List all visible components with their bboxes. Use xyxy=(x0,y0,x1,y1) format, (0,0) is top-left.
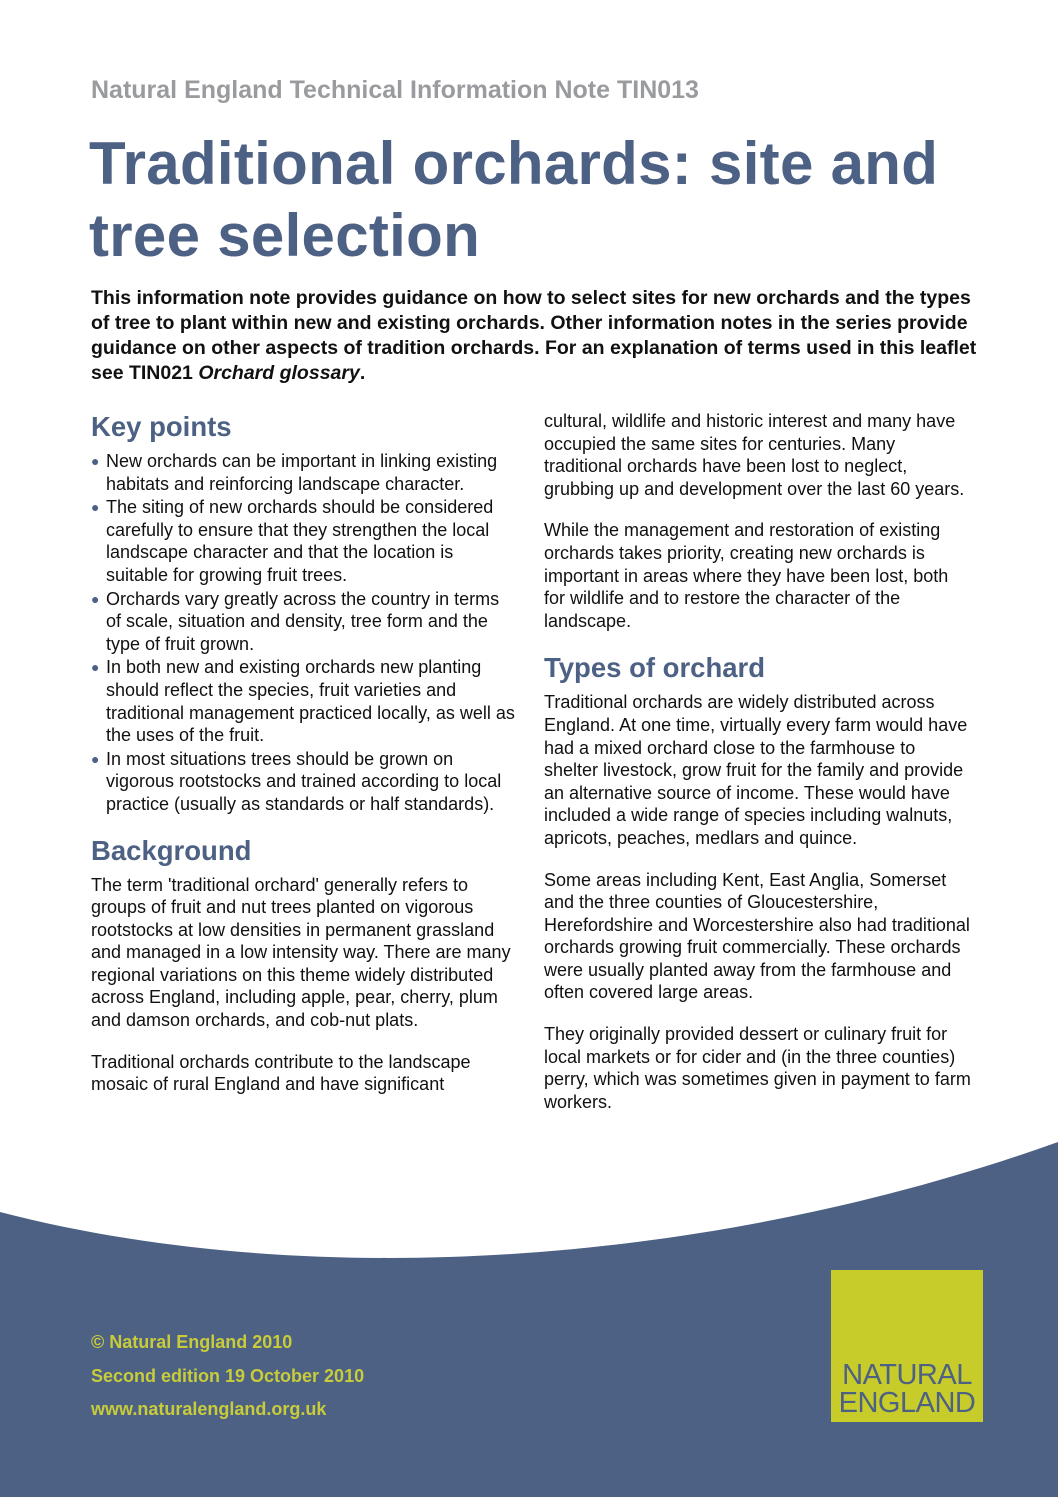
right-column xyxy=(544,410,974,1132)
types-paragraph-1: Traditional orchards are widely distributed across England. At one time, virtually every farm would have had a mixed orchard close to the farmhouse to shelter livestock, grow fruit for the family and provide an alternative source of income. These would have included a wide range of species including walnuts, apricots, peaches, medlars and quince. xyxy=(544,692,968,848)
logo-line-2: ENGLAND xyxy=(838,1387,976,1419)
edition-date: Second edition 19 October 2010 xyxy=(91,1365,365,1386)
list-item: ● Orchards vary greatly across the country in terms of scale, situation and density, tree form and the type of fruit grown. xyxy=(91,588,500,654)
list-item: ● New orchards can be important in linking existing habitats and reinforcing landscape character. xyxy=(91,451,498,494)
bullet-icon: ● xyxy=(91,499,100,516)
bullet-icon: ● xyxy=(91,590,100,607)
intro-summary: This information note provides guidance on how to select sites for new orchards and the types of tree to plant within new and existing orchards. Other information notes in the series provide guidance on other aspects of tradition orchards. For an explanation of terms used in this leaflet see TIN021 Orchard glossary. xyxy=(91,287,977,384)
background-paragraph-2-continued: cultural, wildlife and historic interest and many have occupied the same sites for centuries. Many traditional orchards have been lost to neglect, grubbing up and development over the last 60 years. xyxy=(544,411,965,499)
bullet-icon: ● xyxy=(91,659,100,676)
bullet-icon: ● xyxy=(91,750,100,767)
list-item: ● The siting of new orchards should be considered carefully to ensure that they strengthen the local landscape character and that the location is suitable for growing fruit trees. xyxy=(91,497,494,585)
list-item: ● In most situations trees should be grown on vigorous rootstocks and trained according to local practice (usually as standards or half standards). xyxy=(91,748,502,814)
background-paragraph-1: The term 'traditional orchard' generally refers to groups of fruit and nut trees planted on vigorous rootstocks at low densities in permanent grassland and managed in a low intensity way. There are many regional variations on this theme widely distributed across England, including apple, pear, cherry, plum and damson orchards, and cob-nut plats. xyxy=(91,874,511,1031)
types-heading: Types of orchard xyxy=(544,652,766,684)
key-points-heading: Key points xyxy=(91,411,232,442)
logo-line-1: NATURAL xyxy=(842,1359,972,1391)
types-paragraph-2: Some areas including Kent, East Anglia, Somerset and the three counties of Gloucestershire, Herefordshire and Worcestershire also had traditional orchards growing fruit commercially. These orchards were usually planted away from the farmhouse and often covered large areas. xyxy=(544,869,970,1003)
copyright: © Natural England 2010 xyxy=(91,1332,293,1352)
natural-england-logo xyxy=(831,1270,983,1422)
types-paragraph-3: They originally provided dessert or culinary fruit for local markets or for cider and (in the three counties) perry, which was sometimes given in payment to farm workers. xyxy=(544,1024,971,1112)
page-title: Traditional orchards: site and tree selection xyxy=(89,130,939,269)
background-paragraph-3: While the management and restoration of existing orchards takes priority, creating new orchards is important in areas where they have been lost, both for wildlife and to restore the character of the landscape. xyxy=(544,520,949,631)
series-label: Natural England Technical Information Note TIN013 xyxy=(91,76,699,104)
key-points-list xyxy=(91,450,517,816)
glossary-title: Orchard glossary xyxy=(198,362,360,384)
background-heading: Background xyxy=(91,834,252,866)
footer-info xyxy=(91,1326,364,1427)
background-paragraph-2: Traditional orchards contribute to the landscape mosaic of rural England and have significant xyxy=(91,1051,471,1095)
website-link[interactable]: www.naturalengland.org.uk xyxy=(91,1399,327,1419)
left-column xyxy=(91,410,517,1115)
intro-text: This information note provides guidance on how to select sites for new orchards and the types of tree to plant within new and existing orchards. Other information notes in the series provide guidance on other aspects of tradition orchards. For an explanation of terms used in this leaflet see TIN021 xyxy=(91,287,977,384)
bullet-icon: ● xyxy=(91,453,100,469)
list-item: ● In both new and existing orchards new planting should reflect the species, fruit varieties and traditional management practiced locally, as well as the uses of the fruit. xyxy=(91,657,515,746)
